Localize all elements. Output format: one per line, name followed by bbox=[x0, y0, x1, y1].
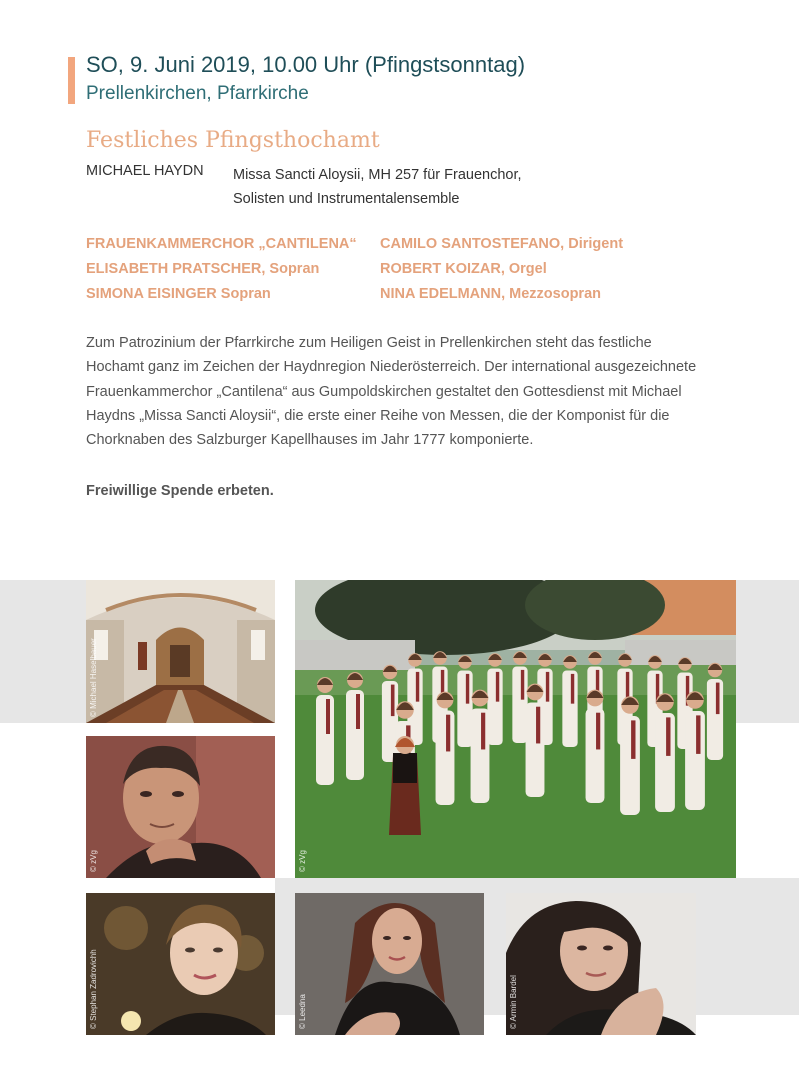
description bbox=[86, 331, 746, 452]
event-date: SO, 9. Juni 2019, 10.00 Uhr (Pfingstsonntag) bbox=[86, 52, 526, 77]
work-title bbox=[233, 163, 593, 211]
performer-soprano-2: SIMONA EISINGER Sopran bbox=[86, 286, 271, 302]
description-line: Hochamt ganz im Zeichen der Haydnregion Niederösterreich. Der international ausgezeichnete bbox=[86, 359, 697, 376]
soprano-1-photo bbox=[86, 893, 275, 1035]
gray-band-left bbox=[0, 580, 86, 723]
photo-credit: © Stephan Zadrovichh bbox=[89, 949, 98, 1029]
description-line: Zum Patrozinium der Pfarrkirche zum Heiligen Geist in Prellenkirchen steht das festliche bbox=[86, 335, 652, 351]
donation-note: Freiwillige Spende erbeten. bbox=[86, 483, 274, 499]
performer-mezzo: NINA EDELMANN, Mezzosopran bbox=[380, 286, 601, 302]
work-line: Solisten und Instrumentalensemble bbox=[233, 191, 460, 207]
gray-band-right bbox=[736, 580, 799, 723]
conductor-photo bbox=[86, 736, 275, 878]
photo-credit: © Leedna bbox=[298, 994, 307, 1029]
event-venue: Prellenkirchen, Pfarrkirche bbox=[86, 83, 309, 104]
work-line: Missa Sancti Aloysii, MH 257 für Frauenchor, bbox=[233, 167, 522, 183]
description-line: Frauenkammerchor „Cantilena“ aus Gumpoldskirchen gestaltet den Gottesdienst mit Michael bbox=[86, 383, 682, 400]
performer-soprano-1: ELISABETH PRATSCHER, Sopran bbox=[86, 261, 320, 277]
photo-credit: © zVg bbox=[89, 850, 98, 872]
event-title: Festliches Pfingsthochamt bbox=[86, 128, 380, 153]
performer-organ: ROBERT KOIZAR, Orgel bbox=[380, 261, 547, 277]
composer: MICHAEL HAYDN bbox=[86, 163, 204, 179]
choir-photo bbox=[295, 580, 736, 878]
description-line: Haydns „Missa Sancti Aloysii“, die erste einer Reihe von Messen, die der Komponist für die bbox=[86, 407, 670, 424]
mezzo-photo bbox=[506, 893, 696, 1035]
description-line: Chorknaben des Salzburger Kapellhauses im Jahr 1777 komponierte. bbox=[86, 432, 534, 449]
performer-choir: FRAUENKAMMERCHOR „CANTILENA“ bbox=[86, 236, 357, 252]
photo-credit: © zVg bbox=[298, 850, 307, 872]
church-interior-photo bbox=[86, 580, 275, 723]
performer-conductor: CAMILO SANTOSTEFANO, Dirigent bbox=[380, 236, 624, 252]
photo-credit: © Armin Bardel bbox=[509, 975, 518, 1029]
photo-credit: © Michael Haselbauer bbox=[89, 638, 98, 717]
accent-bar bbox=[68, 57, 75, 104]
soprano-2-photo bbox=[295, 893, 484, 1035]
